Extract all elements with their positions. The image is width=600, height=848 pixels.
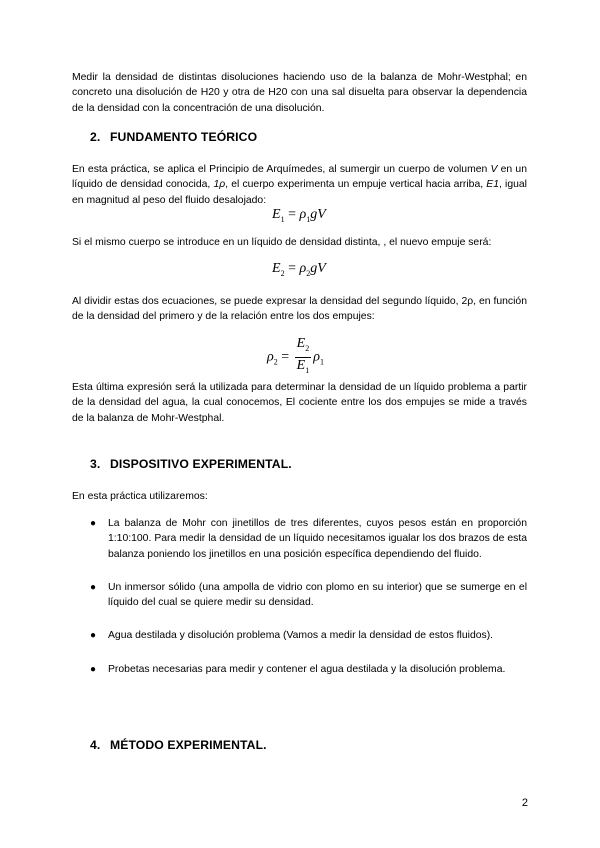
p1-text-b: en un líquido de densidad conocida, [72, 164, 527, 191]
page-number: 2 [521, 797, 528, 809]
section-2-paragraph-1 [72, 162, 527, 208]
section-3-heading [90, 457, 292, 471]
bullet-icon: ● [90, 630, 97, 642]
bullet-icon: ● [90, 518, 97, 529]
list-item: ● Probetas necesarias para medir y contener el agua destilada y la disolución problema. [90, 662, 527, 677]
p1-thrust-symbol: E1 [486, 179, 499, 191]
equation-3-fraction: $\frac{E_2}{E_1}$ [296, 336, 310, 375]
section-3-title: DISPOSITIVO EXPERIMENTAL. [110, 457, 292, 471]
section-4-heading [90, 738, 267, 752]
section-4-title: MÉTODO EXPERIMENTAL. [110, 738, 267, 752]
p1-text-a: En esta práctica, se aplica el Principio de Arquímedes, al sumergir un cuerpo de volumen [72, 164, 491, 175]
p1-text-d: , igual en magnitud al peso del fluido desalojado: [72, 179, 527, 206]
section-2-paragraph-4: Esta última expresión será la utilizada para determinar la densidad de un líquido problema a partir de la densidad del agua, la cual conocemos, El cociente entre los dos empujes se mide a través de la balanza de Mohr-Westphal. [72, 382, 527, 424]
list-item: ● Un inmersor sólido (una ampolla de vidrio con plomo en su interior) que se sumerge en el líquido del cual se quiere medir su densidad. [90, 581, 527, 609]
equation-3: $\rho_2$ = $\frac{E_2}{E_1}$ $\rho_1$ [267, 336, 324, 379]
section-2-number: 2. [90, 130, 101, 144]
p1-volume-symbol: V [490, 164, 498, 175]
p1-text-c: , el cuerpo experimenta un empuje vertical hacia arriba, [225, 179, 487, 191]
equation-2: $E_2 = \rho_2gV$ [272, 261, 326, 278]
intro-paragraph: Medir la densidad de distintas disoluciones haciendo uso de la balanza de Mohr-Westphal; en concreto una disolución de H20 y otra de H20 con una sal disuelta para observar la dependencia de la densidad con la concentración de una disolución. [72, 72, 527, 114]
list-item: ● La balanza de Mohr con jinetillos de tres diferentes, cuyos pesos están en proporción 1:10:100. Para medir la densidad de un líquido necesitamos igualar los dos brazos de esta balanza poniendo los jinetillos en una posición específica dependiendo del fluido. [90, 518, 527, 560]
section-2-paragraph-2: Si el mismo cuerpo se introduce en un líquido de densidad distinta, , el nuevo empuje será: [72, 237, 492, 248]
p1-density-symbol: 1ρ [213, 179, 226, 191]
equipment-list [90, 516, 527, 677]
section-4-number: 4. [90, 738, 101, 752]
section-3-intro: En esta práctica utilizaremos: [72, 491, 208, 502]
equation-1: $E_1 = \rho_1gV$ [272, 207, 326, 224]
bullet-icon: ● [90, 663, 97, 675]
list-item: ● Agua destilada y disolución problema (Vamos a medir la densidad de estos fluidos). [90, 628, 527, 643]
section-2-paragraph-3: Al dividir estas dos ecuaciones, se puede expresar la densidad del segundo líquido, 2ρ, en función de la densidad del primero y de la relación entre los dos empujes: [72, 296, 527, 323]
bullet-icon: ● [90, 581, 97, 593]
section-3-number: 3. [90, 457, 101, 471]
section-2-title: FUNDAMENTO TEÓRICO [110, 130, 258, 144]
section-2-heading [90, 130, 257, 144]
